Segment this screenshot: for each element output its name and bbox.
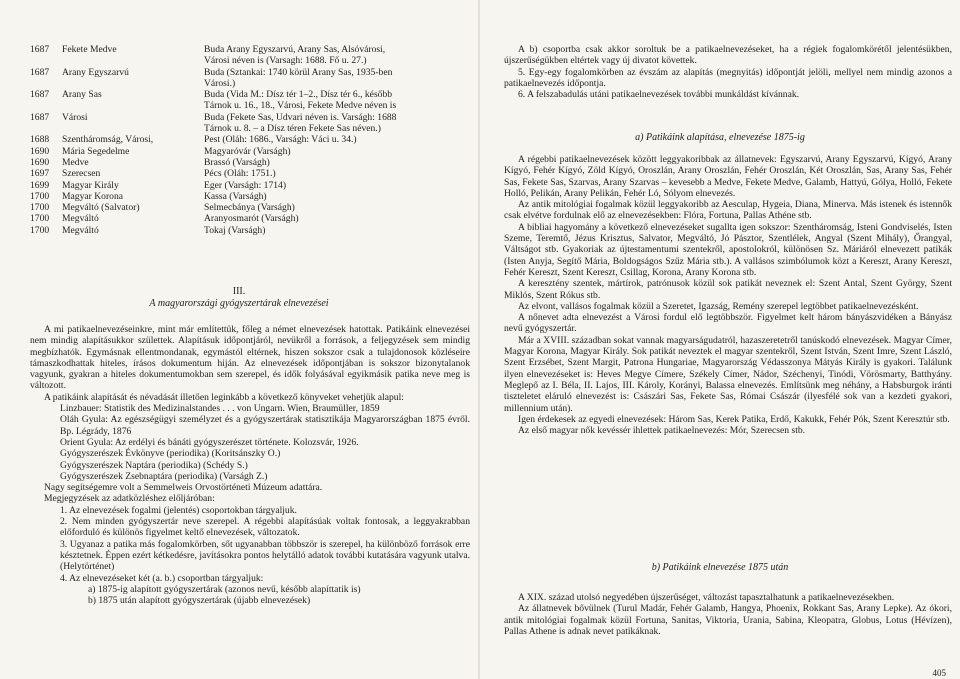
location-line: Tárnok u. 16., 18., Városi, Fekete Medve néven is [204, 100, 397, 112]
pharmacy-name-cell: Arany Sas [62, 89, 102, 101]
paragraph: 5. Egy-egy fogalomkörben az évszám az alapítás (megnyitás) időpontját jelöli, mellyel nem mindig azonos a patikaelnevezés időpontja. [504, 66, 952, 89]
location-cell [204, 191, 470, 202]
right-intro [504, 44, 952, 100]
paragraph: A keresztény szentek, mártírok, patrónusok közül sok patikát neveznek el: Szent Antal, Szent György, Szent Miklós, Szent Rókus stb. [504, 278, 952, 301]
paragraph: Az antik mitológiai fogalmak közül leggyakoribb az Aesculap, Hygeia, Diana, Minerva. Más istenek és istennők csak elvétve fordulnak elő az elnevezésekben: Flóra, Fortuna, Pallas Athéne stb. [504, 199, 952, 222]
paragraph: Igen érdekesek az egyedi elnevezések: Három Sas, Kerek Patika, Erdő, Kakukk, Fehér Pók, Szent Keresztúr stb. [518, 413, 950, 425]
location-line: Eger (Varságh: 1714) [204, 179, 287, 191]
subsection-title-b: b) Patikáink elnevezése 1875 után [651, 562, 789, 573]
table-row [30, 146, 470, 157]
note-subitem: b) 1875 után alapított gyógyszertárak (újabb elnevezések) [88, 595, 311, 607]
location-line: Magyaróvár (Varságh) [204, 145, 291, 157]
right-section-b [504, 592, 952, 637]
location-line: Aranyosmarót (Varságh) [204, 213, 299, 225]
pharmacy-name-cell: Medve [62, 156, 89, 168]
pharmacy-name-cell: Megváltó (Salvator) [62, 202, 140, 214]
subsection-title-a: a) Patikáink alapítása, elnevezése 1875-ig [635, 132, 805, 143]
paragraph-intro: A mi patikaelnevezéseinkre, mint már említettük, főleg a német elnevezések hatottak. Patikáink elnevezései nem mindig alapításukkor születtek. Alapításuk időpontjáról, nevükről a források, a feljegyzések sem mindig megbízhatók. Egymásnak ellentmondanak, egymástól eltérnek, hiszen sokszor csak a tulajdonosok közléseire támaszkodhattak hiteles, írásos dokumentum hiján. Az elnevezések időpontjában is sokszor bizonytalanok vagyunk, gyakran a hiteles dokumentumokban sem szerepel, és idők folyásával egyikmásik patika neve meg is változott. [30, 324, 470, 392]
location-line: Buda Arany Egyszarvú, Arany Sas, Alsóvárosi, [204, 44, 386, 55]
pharmacy-name-cell: Megváltó [62, 224, 99, 236]
location-cell [204, 225, 470, 236]
page-number: 405 [932, 667, 946, 678]
location-line: Pest (Oláh: 1686., Varságh: Váci u. 34.) [204, 134, 357, 146]
location-cell [204, 146, 470, 157]
paragraph-museum: Nagy segítségemre volt a Semmelweis Orvostörténeti Múzeum adattára. [44, 482, 323, 494]
table-row [30, 180, 470, 191]
location-line: Városi.) [204, 77, 236, 89]
right-section-a [504, 154, 952, 436]
year-cell: 1687 [30, 89, 50, 101]
year-cell: 1700 [30, 213, 50, 225]
table-row [30, 157, 470, 168]
section-title: A magyarországi gyógyszertárak elnevezései [149, 298, 329, 309]
reference-item: Linzbauer: Statistik des Medizinalstandes . . . von Ungarn. Wien, Braumüller, 1859 [60, 403, 380, 415]
reference-item: Gyógyszerészek Naptára (periodika) (Schédy S.) [60, 459, 248, 471]
location-cell [204, 180, 470, 191]
table-row [30, 225, 470, 236]
paragraph: A régebbi patikaelnevezések között leggyakoribbak az állatnevek: Egyszarvú, Arany Egyszarvú, Kígyó, Arany Kígyó, Fehér Kígyó, Zöld Kígyó, Oroszlán, Arany Oroszlán, Fehér Oroszlán, Két Oroszlán, Sas, Arany Sas, Fehér Sas, Fekete Sas, Szarvas, Arany Szarvas – kevesebb a Medve, Fekete Medve, Galamb, Hattyú, Gólya, Holló, Fekete Holló, Pelikán, Arany Pelikán, Fehér Ló, Sólyom elnevezés. [504, 154, 952, 199]
year-cell: 1700 [30, 190, 50, 202]
location-line: Pécs (Oláh: 1751.) [204, 168, 276, 180]
pharmacy-name-cell: Magyar Király [62, 179, 119, 191]
pharmacy-founding-table [30, 44, 470, 236]
paragraph: Az elvont, vallásos fogalmak közül a Szeretet, Igazság, Remény szerepel legtöbbet patikaelnevezésként. [518, 300, 919, 312]
year-cell: 1690 [30, 145, 50, 157]
location-line: Tokaj (Varságh) [204, 224, 266, 236]
reference-item: Gyógyszerészek Évkönyve (periodika) (Koritsánszky O.) [60, 448, 281, 460]
year-cell: 1700 [30, 202, 50, 214]
location-line: Selmecbánya (Varságh) [204, 202, 295, 214]
paragraph: Már a XVIII. században sokat vannak magyarságudatról, hazaszeretetről tanúskodó elnevezések. Magyar Címer, Magyar Korona, Magyar Király. Sok patikát neveztek el magyar szentekről, Szent István, Szent Imre, Szent László, Szent Erzsébet, Szent Margit, Patrona Hungariae, Magyarország Védasszonya Mátyás Király is gyakori. Találunk ilyen elnevezéseket is: Heves Megye Címere, Székely Címer, Nádor, Széchenyi, Tinódi, Vörösmarty, Batthyány. Meglepő az I. Béla, II. Lajos, III. Károly, Korányi, Balassa elnevezés. Említsünk meg néhány, a Habsburgok iránti tiszteletet eláruló elnevezést is: Császári Sas, Fekete Sas, Római Császár (ilyesfélé sok van a kezdeti gyakori, millennium után). [504, 334, 952, 414]
year-cell: 1687 [30, 111, 50, 123]
year-cell: 1697 [30, 168, 50, 180]
paragraph: Az első magyar nők kevéssér ihlettek patikaelnevezés: Mór, Szerecsen stb. [518, 425, 806, 437]
location-cell [204, 67, 470, 90]
paragraph: A b) csoportba csak akkor soroltuk be a patikaelnevezéseket, ha a régiek fogalomkörétől jelentésükben, újszerűségükben eltértek vagy új divatot követtek. [504, 44, 952, 67]
section-number: III. [232, 286, 246, 297]
pharmacy-name-cell: Megváltó [62, 213, 99, 225]
location-line: Tárnok u. 8. – a Dísz téren Fekete Sas néven.) [204, 123, 381, 135]
pharmacy-name-cell: Szerecsen [62, 168, 101, 180]
reference-item: Oláh Gyula: Az egészségügyi személyzet és a gyógyszertárak statisztikája Magyarországban 1875 évről. Bp. Légrády, 1876 [60, 414, 470, 437]
location-line: Városi néven is (Varsagh: 1688. Fő u. 27.) [204, 55, 367, 67]
year-cell: 1687 [30, 44, 50, 55]
reference-item: Gyógyszerészek Zsebnaptára (periodika) (Varságh Z.) [60, 470, 268, 482]
table-row [30, 44, 470, 67]
pharmacy-name-cell: Szentháromság, Városi, [62, 134, 154, 146]
paragraph-notes-intro: Megjegyzések az adatközléshez előljáróban: [44, 493, 215, 505]
location-line: Kassa (Varságh) [204, 190, 267, 202]
left-page [0, 0, 478, 679]
year-cell: 1699 [30, 179, 50, 191]
paragraph: Az állatnevek bővülnek (Turul Madár, Fehér Galamb, Hangya, Phoenix, Rokkant Sas, Arany Lepke). Az ókori, antik mitológiai fogalmak közül Fortuna, Sanitas, Viktoria, Urania, Sabina, Kleopatra, Globus, Lotus (Hévízen), Pallas Athene is adnak nevet patikáknak. [504, 603, 952, 637]
right-page [480, 0, 960, 679]
location-cell [204, 202, 470, 213]
location-cell [204, 89, 470, 112]
year-cell: 1687 [30, 66, 50, 78]
table-row [30, 67, 470, 90]
location-cell [204, 213, 470, 224]
location-cell [204, 44, 470, 67]
reference-item: Orient Gyula: Az erdélyi és bánáti gyógyszerészet története. Kolozsvár, 1926. [60, 436, 359, 448]
left-body-text [30, 324, 470, 606]
paragraph: A XIX. század utolsó negyedében újszerűséget, változást tapasztalhatunk a patikaelnevezésekben. [518, 592, 895, 603]
pharmacy-name-cell: Magyar Korona [62, 190, 124, 202]
year-cell: 1690 [30, 156, 50, 168]
location-cell [204, 157, 470, 168]
pharmacy-name-cell: Városi [62, 111, 88, 123]
location-cell [204, 168, 470, 179]
pharmacy-name-cell: Fekete Medve [62, 44, 117, 55]
note-subitem: a) 1875-ig alapított gyógyszertárak (azonos nevű, később alapíttatik is) [88, 583, 361, 595]
note-item: 4. Az elnevezéseket két (a. b.) csoportban tárgyaljuk: [60, 572, 264, 584]
note-item: 3. Ugyanaz a patika más fogalomkörben, sőt ugyanabban többször is szerepel, ha különböző források erre késztetnek. Éppen ezért kétkedésre, javításokra pontos helytálló adatok további kutatására vagyunk utalva. (Helytörténet) [60, 538, 470, 573]
paragraph: 6. A felszabadulás utáni patikaelnevezések további munkáldást kívánnak. [518, 89, 800, 101]
year-cell: 1688 [30, 134, 50, 146]
table-row [30, 89, 470, 112]
reference-list [30, 403, 470, 482]
location-line: Brassó (Varságh) [204, 156, 270, 168]
location-cell [204, 134, 470, 145]
year-cell: 1700 [30, 224, 50, 236]
pharmacy-name-cell: Arany Egyszarvú [62, 66, 129, 78]
table-row [30, 112, 470, 135]
paragraph: A bibliai hagyomány a következő elnevezéseket sugallta igen sokszor: Szentháromság, Isteni Gondviselés, Isten Szeme, Teremtő, Jézus Krisztus, Salvator, Megváltó, Jó Pásztor, Szentlélek, Angyal (Szent Mihály), Őrangyal, Váltságot stb. Gyakoriak az újtestamentumi szentekről, apostolokról, különösen Sz. Máriáról elnevezett patikák (Isten Anyja, Segítő Mária, Boldogságos Szűz Mária stb.). A vallásos szimbólumok közt a Kereszt, Arany Kereszt, Fehér Kereszt, Szent Kereszt, Csillag, Korona, Arany Korona stb. [504, 221, 952, 278]
table-row [30, 202, 470, 213]
location-line: Buda (Sztankai: 1740 körül Arany Sas, 1935-ben [204, 66, 393, 78]
table-row [30, 213, 470, 224]
table-row [30, 191, 470, 202]
table-row [30, 168, 470, 179]
pharmacy-name-cell: Mária Segedelme [62, 145, 130, 157]
table-row [30, 134, 470, 145]
location-line: Buda (Fekete Sas, Udvari néven is. Varságh: 1688 [204, 111, 397, 123]
location-cell [204, 112, 470, 135]
note-item: 1. Az elnevezések fogalmi (jelentés) csoportokban tárgyaljuk. [60, 504, 297, 516]
location-line: Buda (Vida M.: Dísz tér 1–2., Dísz tér 6., később [204, 89, 393, 101]
notes-list [30, 505, 470, 607]
note-item: 2. Nem minden gyógyszertár neve szerepel. A régebbi alapításúak voltak fontosak, a leggyakrabban előforduló és különös figyelmet keltő elnevezések, változatok. [60, 516, 470, 539]
paragraph: A nőnevet adta elnevezést a Városi fordul elő legtöbbször. Figyelmet kelt három bányászvidéken a Bányász nevű gyógyszertár. [504, 312, 952, 335]
paragraph-books-intro: A patikáink alapítását és névadását illetően leginkább a következő könyveket vehetjük alapul: [44, 391, 404, 403]
